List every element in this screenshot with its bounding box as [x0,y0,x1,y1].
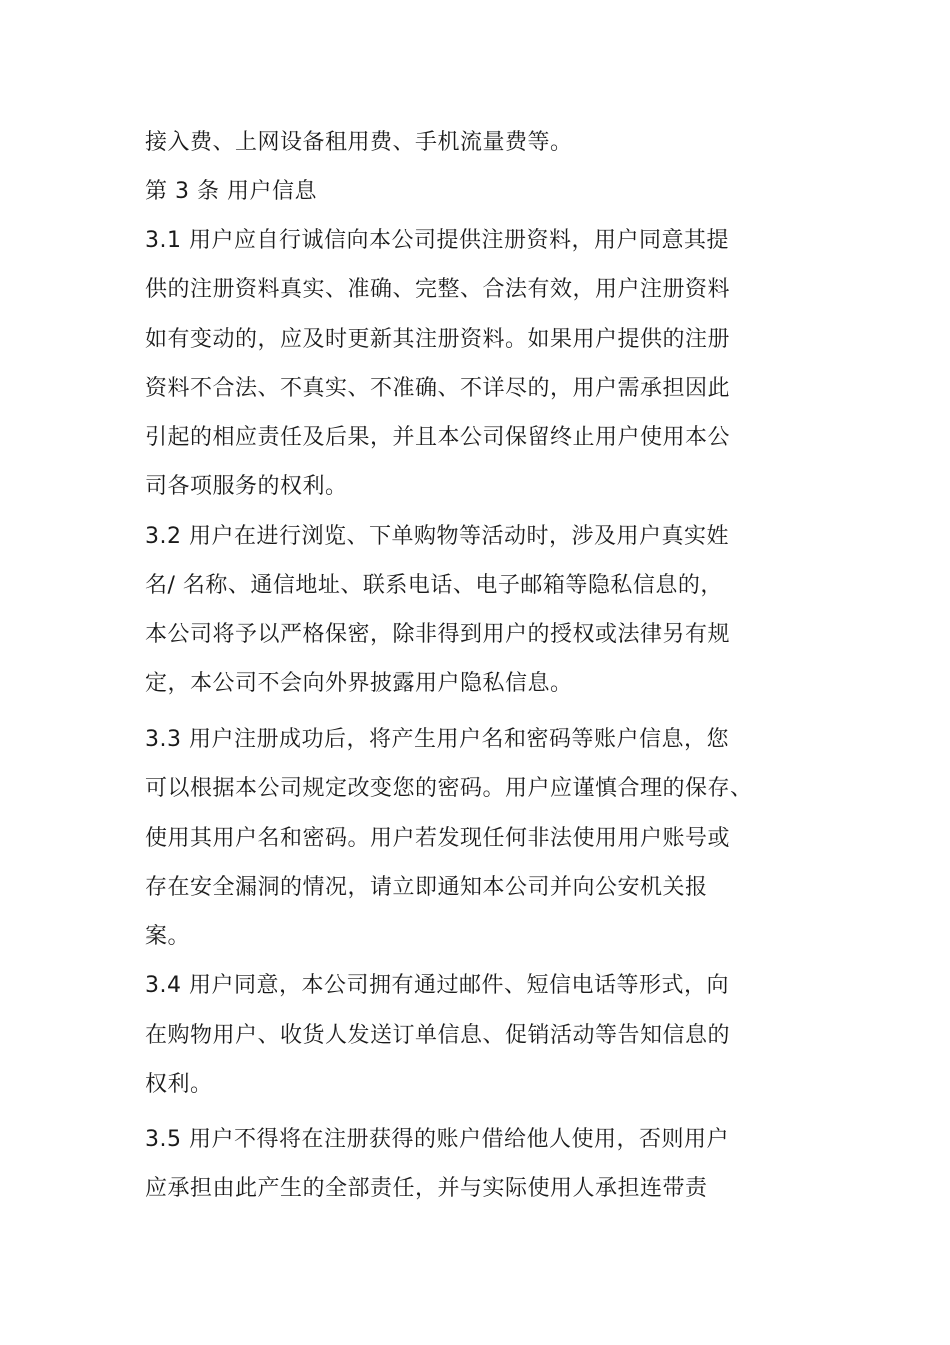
clause-3-2-line-1: 3.2 用户在进行浏览、下单购物等活动时，涉及用户真实姓 [145,524,729,549]
clause-3-3-line-4: 存在安全漏洞的情况，请立即通知本公司并向公安机关报 [145,875,708,900]
clause-3-3-line-5: 案。 [145,924,191,949]
clause-3-2-line-3: 本公司将予以严格保密，除非得到用户的授权或法律另有规 [145,622,731,647]
clause-3-3-line-2: 可以根据本公司规定改变您的密码。用户应谨慎合理的保存、 [145,776,753,801]
clause-3-5-line-1: 3.5 用户不得将在注册获得的账户借给他人使用，否则用户 [145,1127,729,1152]
clause-3-2-line-2: 名/ 名称、通信地址、联系电话、电子邮箱等隐私信息的， [145,573,723,598]
clause-3-1-line-1: 3.1 用户应自行诚信向本公司提供注册资料，用户同意其提 [145,228,729,253]
clause-3-1-line-6: 司各项服务的权利。 [145,474,348,499]
clause-3-1-line-5: 引起的相应责任及后果，并且本公司保留终止用户使用本公 [145,425,731,450]
clause-3-2-line-4: 定，本公司不会向外界披露用户隐私信息。 [145,671,573,696]
clause-3-4-line-3: 权利。 [145,1072,213,1097]
clause-3-1-line-3: 如有变动的，应及时更新其注册资料。如果用户提供的注册 [145,327,731,352]
section-heading: 第 3 条 用户信息 [145,179,317,204]
clause-3-3-line-1: 3.3 用户注册成功后，将产生用户名和密码等账户信息，您 [145,727,729,752]
clause-3-4-line-1: 3.4 用户同意，本公司拥有通过邮件、短信电话等形式，向 [145,973,729,998]
clause-3-5-line-2: 应承担由此产生的全部责任，并与实际使用人承担连带责 [145,1176,708,1201]
clause-3-4-line-2: 在购物用户、收货人发送订单信息、促销活动等告知信息的 [145,1023,731,1048]
clause-3-1-line-4: 资料不合法、不真实、不准确、不详尽的，用户需承担因此 [145,376,731,401]
clause-3-3-line-3: 使用其用户名和密码。用户若发现任何非法使用用户账号或 [145,826,731,851]
clause-3-1-line-2: 供的注册资料真实、准确、完整、合法有效，用户注册资料 [145,277,731,302]
text-line-intro: 接入费、上网设备租用费、手机流量费等。 [145,130,573,155]
